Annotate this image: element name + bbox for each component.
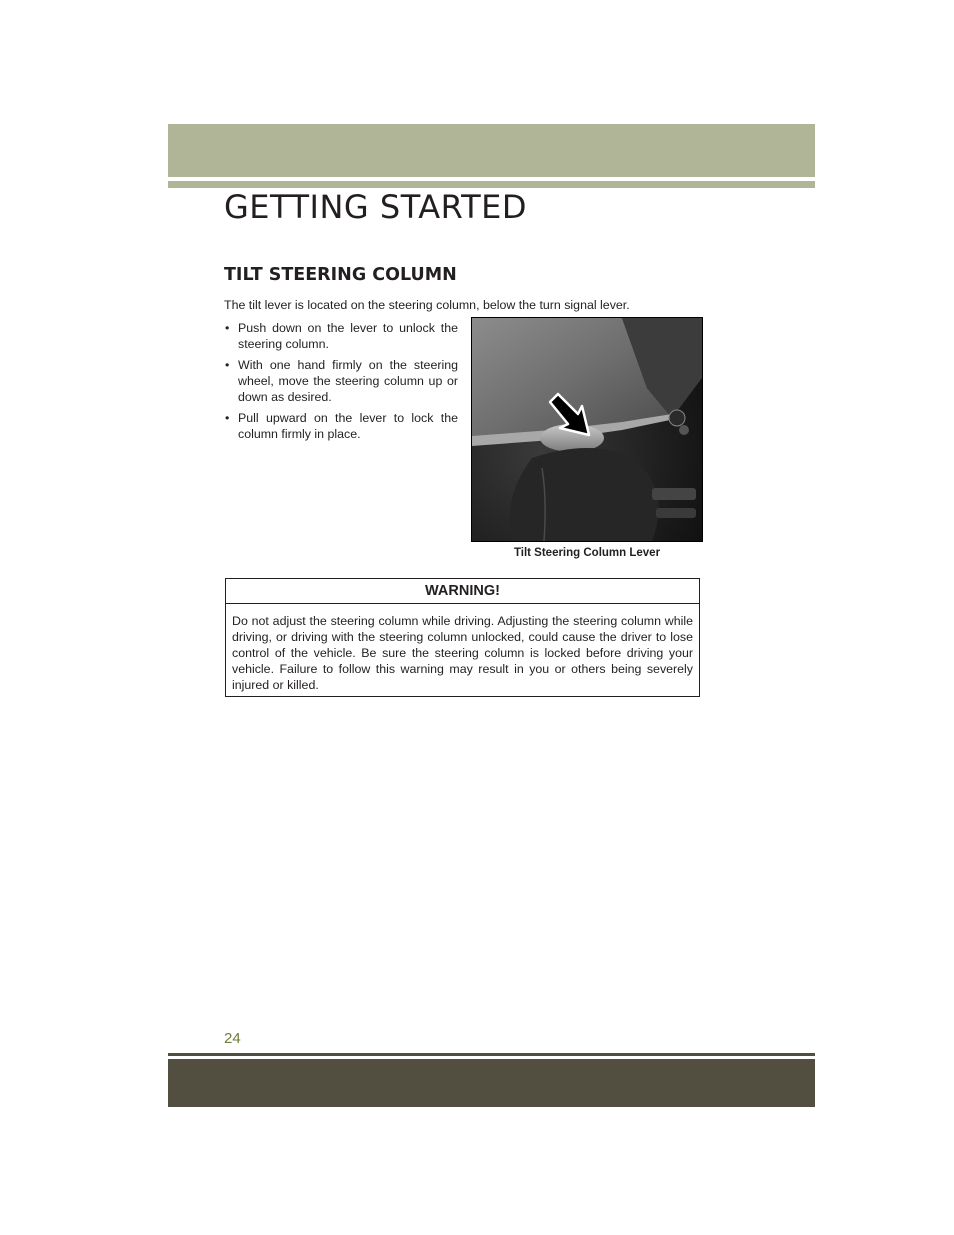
list-item-text: Push down on the lever to unlock the steering column. — [238, 321, 458, 351]
figure-caption: Tilt Steering Column Lever — [513, 547, 661, 559]
header-stripe — [168, 181, 815, 188]
chapter-title: GETTING STARTED — [224, 188, 527, 226]
instruction-list — [224, 320, 458, 447]
bullet-marker: • — [225, 411, 230, 425]
list-item — [224, 320, 458, 352]
warning-title: WARNING! — [226, 579, 699, 604]
section-heading: TILT STEERING COLUMN — [224, 265, 457, 285]
warning-text: Do not adjust the steering column while driving. Adjusting the steering column while driving, or driving with the steering column unlocked, could cause the driver to lose control of the vehicle. Be sure the steering column is locked before driving your vehicle. Failure to follow this warning may result in you or others being severely injured or killed. — [232, 614, 693, 692]
list-item — [224, 410, 458, 442]
header-band — [168, 124, 815, 177]
list-item-text: Pull upward on the lever to lock the column firmly in place. — [238, 411, 458, 441]
warning-box — [225, 578, 700, 697]
page-number: 24 — [224, 1030, 241, 1047]
list-item-text: With one hand firmly on the steering wheel, move the steering column up or down as desired. — [238, 358, 458, 404]
photo-illustration — [472, 318, 702, 541]
footer-band — [168, 1059, 815, 1107]
bullet-marker: • — [225, 321, 230, 335]
footer-stripe — [168, 1053, 815, 1056]
steering-column-photo — [471, 317, 703, 542]
list-item — [224, 357, 458, 405]
bullet-marker: • — [225, 358, 230, 372]
intro-paragraph: The tilt lever is located on the steering column, below the turn signal lever. — [224, 298, 630, 312]
